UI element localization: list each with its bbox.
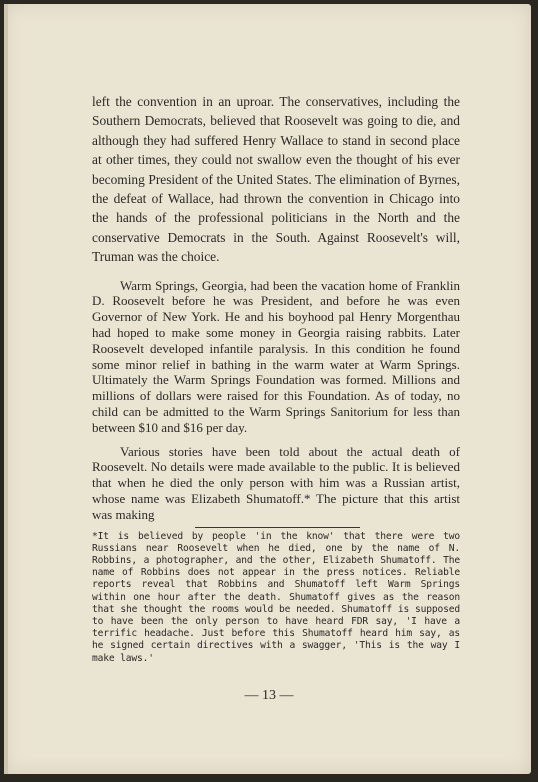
page-body <box>92 92 460 665</box>
footnote-divider <box>195 527 360 528</box>
page-binding-edge <box>4 4 8 774</box>
footnote: *It is believed by people 'in the know' that there were two Russians near Roosevelt when he died, one by the name of N. Robbins, a photographer, and the other, Elizabeth Shumatoff. The name of Robbins does not appear in the press notices. Reliable reports reveal that Robbins and Shumatoff left Warm Springs within one hour after the death. Shumatoff gives as the reason that she thought the rooms would be needed. Shumatoff is supposed to have been the only person to have heard FDR say, 'I have a terrific headache. Just before this Shumatoff heard him say, as he signed certain directives with a swagger, 'This is the way I make laws.' <box>92 530 460 664</box>
paragraph-3: Various stories have been told about the actual death of Roosevelt. No details were made available to the public. It is believed that when he died the only person with him was a Russian artist, whose name was Elizabeth Shumatoff.* The picture that this artist was making <box>92 443 460 522</box>
paragraph-1: left the convention in an uproar. The conservatives, including the Southern Democrats, believed that Roosevelt was going to die, and although they had suffered Henry Wallace to stand in second place at other times, they could not swallow even the thought of his ever becoming President of the United States. The elimination of Byrnes, the defeat of Wallace, had thrown the convention in Chicago into the hands of the professional politicians in the North and the conservative Democrats in the South. Against Roosevelt's will, Truman was the choice. <box>92 94 460 265</box>
paragraph-2: Warm Springs, Georgia, had been the vacation home of Franklin D. Roosevelt before he was President, and before he was even Governor of New York. He and his boyhood pal Henry Morgenthau had hoped to make some money in Georgia raising rabbits. Later Roosevelt developed infantile paralysis. In this condition he found some minor relief in bathing in the warm water at Warm Springs. Ultimately the Warm Springs Foundation was formed. Millions and millions of dollars were raised for this Foundation. As of today, no child can be admitted to the Warm Springs Sanitorium for less than between $10 and $16 per day. <box>92 277 460 435</box>
page-number: — 13 — <box>244 688 294 703</box>
